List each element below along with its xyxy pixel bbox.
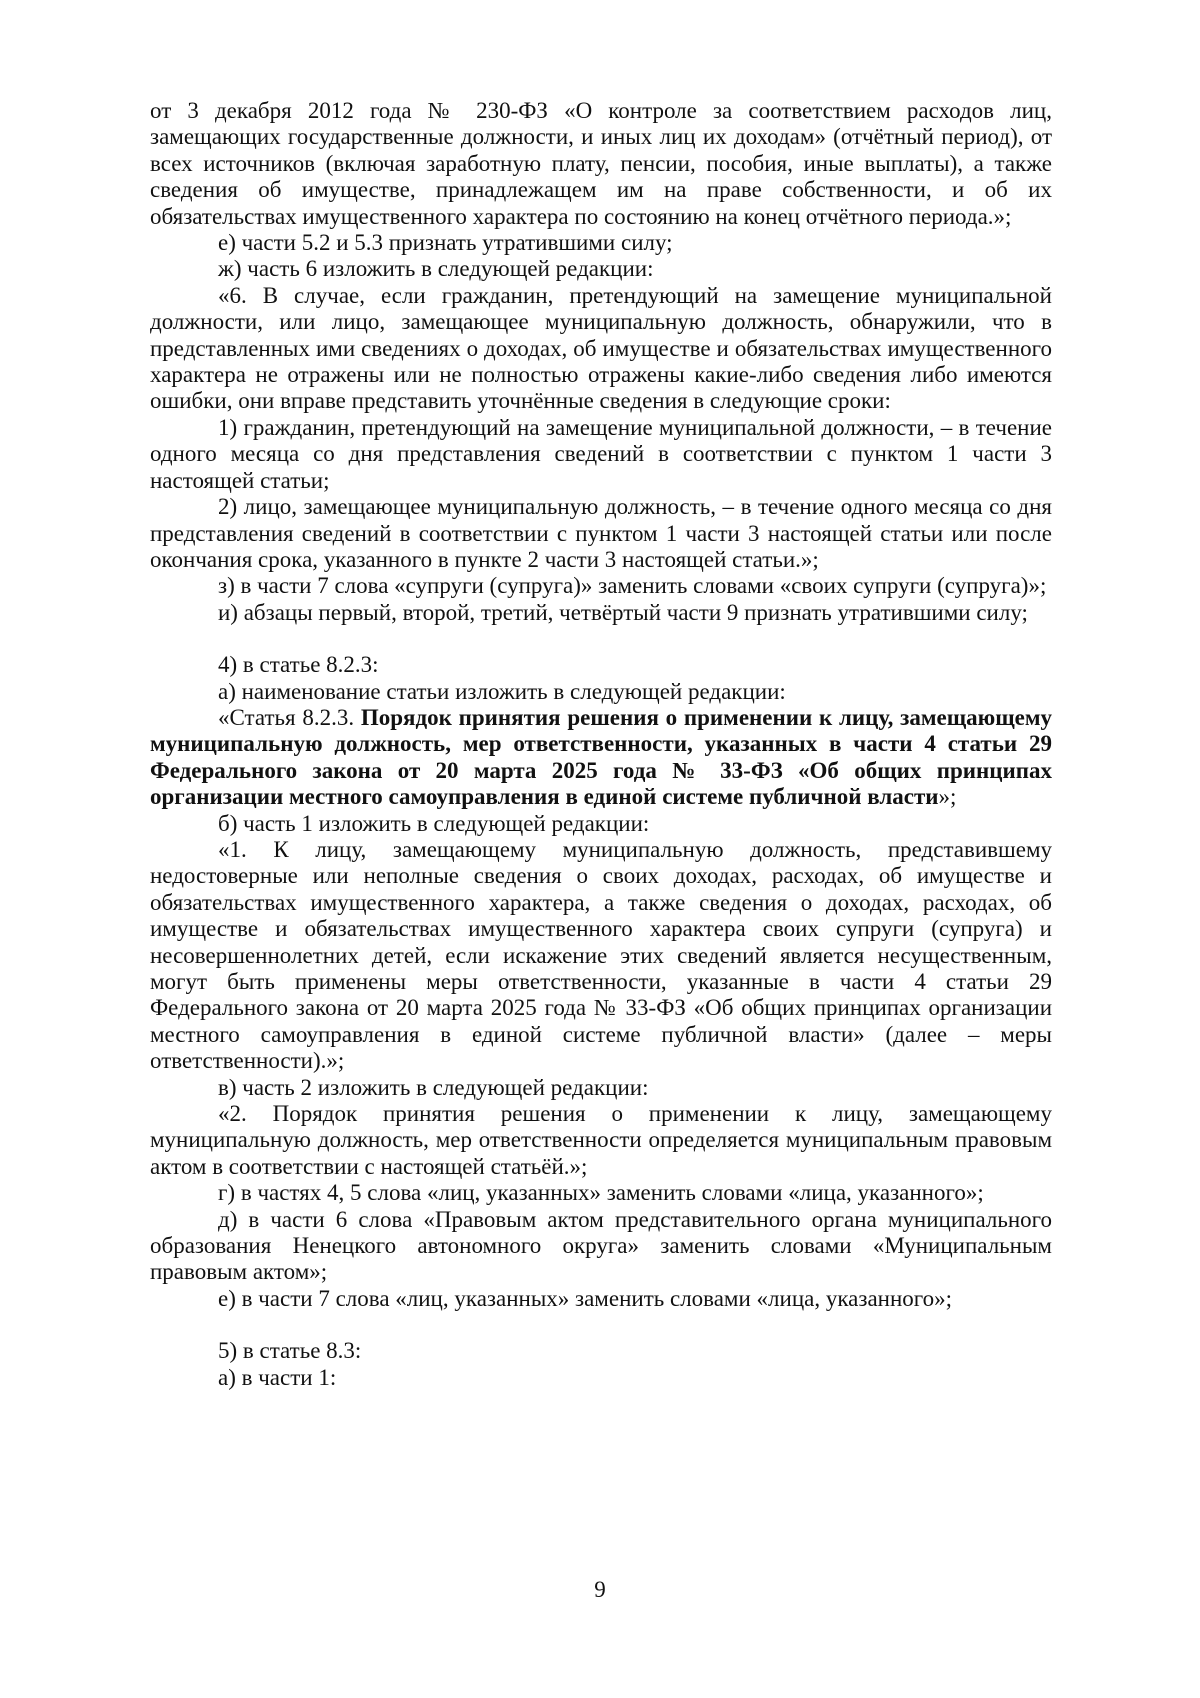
paragraph-item-a2: а) в части 1: bbox=[218, 1364, 337, 1390]
paragraph-gap bbox=[150, 626, 1052, 652]
paragraph-gap bbox=[150, 1312, 1052, 1338]
paragraph-item-z: з) в части 7 слова «супруги (супруга)» заменить словами «своих супруги (супруга)»; bbox=[218, 573, 1047, 599]
paragraph-item-b: б) часть 1 изложить в следующей редакции: bbox=[218, 810, 650, 836]
paragraph-item-g: г) в частях 4, 5 слова «лиц, указанных» заменить словами «лица, указанного»; bbox=[218, 1180, 984, 1206]
paragraph-item-a: а) наименование статьи изложить в следующей редакции: bbox=[218, 678, 786, 704]
paragraph-item-e: е) части 5.2 и 5.3 признать утратившими силу; bbox=[218, 230, 673, 256]
paragraph-part-6: «6. В случае, если гражданин, претендующий на замещение муниципальной должности, или лицо, замещающее муниципальную должность, обнаружили, что в представленных ими сведениях о доходах, об имуществе и обязательствах имущественного характера не отражены или не полностью отражены какие-либо сведения либо имеются ошибки, они вправе представить уточнённые сведения в следующие сроки: bbox=[150, 282, 1052, 414]
article-heading-title: Порядок принятия решения о применении к лицу, замещающему муниципальную должность, мер ответственности, указанных в части 4 статьи 29 Федерального закона от 20 марта 2025 года № 33-ФЗ «Об общих принципах организации местного самоуправления в единой системе публичной власти bbox=[150, 704, 1052, 810]
article-heading-prefix: «Статья 8.2.3. bbox=[218, 704, 361, 730]
paragraph-item-v: в) часть 2 изложить в следующей редакции: bbox=[218, 1074, 649, 1100]
page-number: 9 bbox=[594, 1577, 606, 1602]
article-heading-suffix: »; bbox=[938, 784, 957, 810]
paragraph-item-i: и) абзацы первый, второй, третий, четвёртый части 9 признать утратившими силу; bbox=[218, 599, 1028, 625]
paragraph-subitem-1: 1) гражданин, претендующий на замещение муниципальной должности, – в течение одного месяца со дня представления сведений в соответствии с пунктом 1 части 3 настоящей статьи; bbox=[150, 414, 1052, 493]
paragraph-part-1: «1. К лицу, замещающему муниципальную должность, представившему недостоверные или неполные сведения о своих доходах, расходах, об имуществе и обязательствах имущественного характера, а также сведения о доходах, расходах, об имуществе и обязательствах имущественного характера своих супруги (супруга) и несовершеннолетних детей, если искажение этих сведений является несущественным, могут быть применены меры ответственности, указанные в части 4 статьи 29 Федерального закона от 20 марта 2025 года № 33-ФЗ «Об общих принципах организации местного самоуправления в единой системе публичной власти» (далее – меры ответственности).»; bbox=[150, 836, 1052, 1074]
paragraph-part-2: «2. Порядок принятия решения о применении к лицу, замещающему муниципальную должность, мер ответственности определяется муниципальным правовым актом в соответствии с настоящей статьёй.»; bbox=[150, 1101, 1052, 1179]
article-heading bbox=[150, 705, 1052, 811]
paragraph-continuation: от 3 декабря 2012 года № 230-ФЗ «О контроле за соответствием расходов лиц, замещающих государственные должности, и иных лиц их доходам» (отчётный период), от всех источников (включая заработную плату, пенсии, пособия, иные выплаты), а также сведения об имуществе, принадлежащем им на праве собственности, и об их обязательствах имущественного характера по состоянию на конец отчётного периода.»; bbox=[150, 98, 1052, 229]
paragraph-item-zh: ж) часть 6 изложить в следующей редакции: bbox=[218, 256, 654, 282]
paragraph-item-e2: е) в части 7 слова «лиц, указанных» заменить словами «лица, указанного»; bbox=[218, 1285, 953, 1311]
paragraph-item-d: д) в части 6 слова «Правовым актом представительного органа муниципального образования Ненецкого автономного округа» заменить словами «Муниципальным правовым актом»; bbox=[150, 1206, 1052, 1285]
paragraph-section-5: 5) в статье 8.3: bbox=[218, 1338, 362, 1364]
document-page bbox=[150, 98, 1052, 1391]
paragraph-section-4: 4) в статье 8.2.3: bbox=[218, 652, 379, 678]
paragraph-subitem-2: 2) лицо, замещающее муниципальную должность, – в течение одного месяца со дня представления сведений в соответствии с пунктом 1 части 3 настоящей статьи или после окончания срока, указанного в пункте 2 части 3 настоящей статьи.»; bbox=[150, 494, 1052, 572]
